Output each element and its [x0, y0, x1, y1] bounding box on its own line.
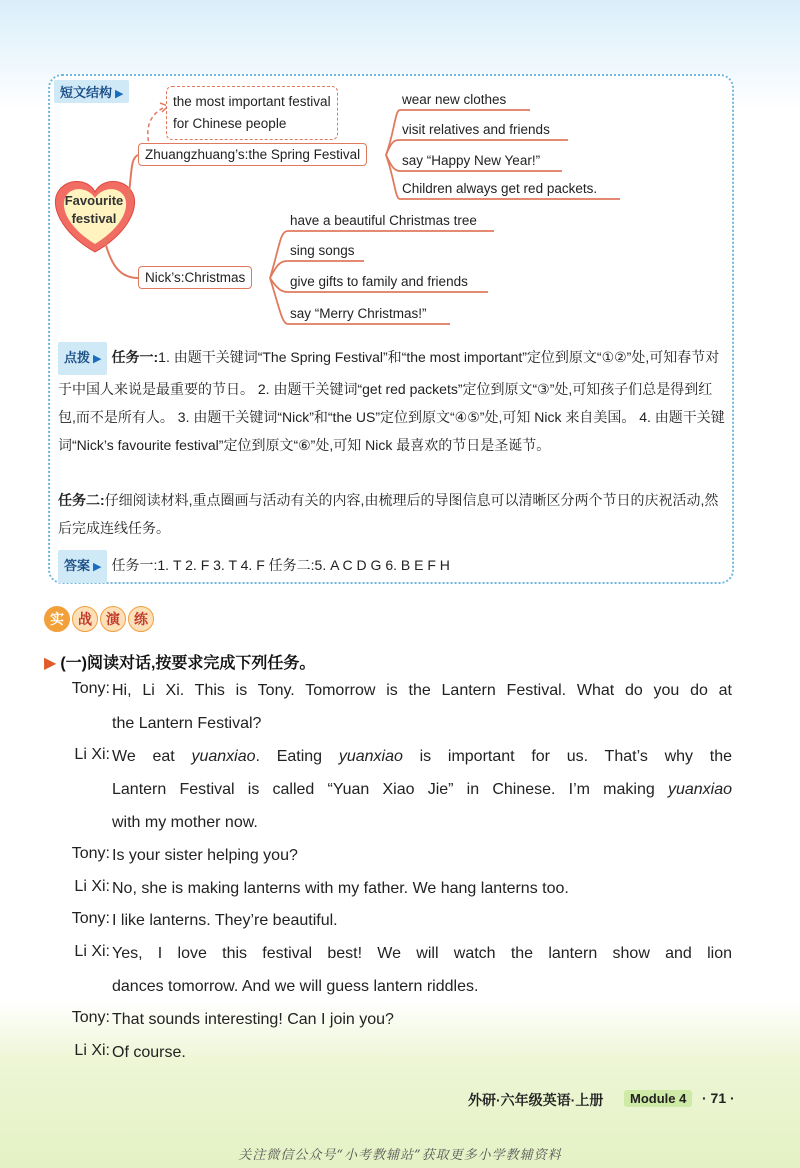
- task2-text: 仔细阅读材料,重点圈画与活动有关的内容,由梳理后的导图信息可以清晰区分两个节日的庆祝活动,然后完成连线任务。: [58, 492, 719, 536]
- practice-heading: [44, 606, 154, 634]
- task2-title: 任务二:: [58, 492, 105, 508]
- branch2-item: have a beautiful Christmas tree: [290, 213, 477, 228]
- italic-term: yuanxiao: [191, 748, 256, 765]
- page-number: · 71 ·: [702, 1090, 735, 1106]
- practice-char: 演: [100, 606, 126, 632]
- speaker: Li Xi:: [74, 746, 110, 763]
- connector-branch2: [104, 238, 138, 278]
- branch2-node: Nick’s:Christmas: [138, 266, 252, 289]
- speaker: Li Xi:: [74, 1042, 110, 1059]
- center-node: Favourite festival: [64, 193, 124, 226]
- utterance: Hi, Li Xi. This is Tony. Tomorrow is the Lantern Festival. What do you do at the Lantern Festival?: [112, 682, 732, 732]
- utterance: No, she is making lanterns with my father. We hang lanterns too.: [112, 880, 569, 897]
- structure-label: 短文结构 ▶: [54, 80, 129, 103]
- branch1-item: Children always get red packets.: [402, 181, 598, 196]
- answer-paragraph: [58, 550, 730, 583]
- utterance: That sounds interesting! Can I join you?: [112, 1011, 394, 1028]
- branch1-item: say “Happy New Year!”: [402, 153, 541, 168]
- practice-char: 实: [44, 606, 70, 632]
- branch2-item: sing songs: [290, 243, 355, 258]
- branch1-item: visit relatives and friends: [402, 122, 550, 137]
- branch2-item: give gifts to family and friends: [290, 274, 468, 289]
- speaker: Tony:: [71, 845, 110, 862]
- module-badge: Module 4: [624, 1090, 692, 1107]
- task1-text: 1. 由题干关键词“The Spring Festival”和“the most important”定位到原文“①②”处,可知春节对于中国人来说是最重要的节日。 2. 由题干关键词“get red packets”定位到原文“③”处,可知孩子们总是得到红包,而不是所有人。 3. 由题干关键词“Nick”和“the US”定位到原文“④⑤”处,可知 Nick 来自美国。 4. 由题干关键词“Nick’s favourite festival”定位到原文“⑥”处,可知 Nick 最喜欢的节日是圣诞节。: [58, 349, 725, 453]
- practice-char: 战: [72, 606, 98, 632]
- section-title: ▶ (一)阅读对话,按要求完成下列任务。: [44, 655, 316, 672]
- task2-paragraph: [58, 486, 730, 542]
- answer-label: 答案 ▶: [58, 550, 107, 583]
- practice-char: 练: [128, 606, 154, 632]
- speaker: Li Xi:: [74, 943, 110, 960]
- branch1-node: Zhuangzhuang’s:the Spring Festival: [138, 143, 367, 166]
- italic-term: yuanxiao: [667, 781, 732, 798]
- connector-note: [148, 107, 165, 148]
- utterance: Is your sister helping you?: [112, 847, 298, 864]
- task1-title: 任务一:: [111, 349, 159, 365]
- italic-term: yuanxiao: [338, 748, 403, 765]
- note-node: the most important festival for Chinese people: [166, 86, 338, 140]
- branch1-item: wear new clothes: [402, 92, 507, 107]
- triangle-icon: ▶: [44, 655, 57, 672]
- speaker: Tony:: [71, 910, 110, 927]
- utterance: We eat yuanxiao. Eating yuanxiao is important for us. That’s why the Lantern Festival is called “Yuan Xiao Jie” in Chinese. I’m making yuanxiao with my mother now.: [112, 748, 733, 831]
- utterance: Of course.: [112, 1044, 186, 1061]
- speaker: Li Xi:: [74, 878, 110, 895]
- answer-text: 任务一:1. T 2. F 3. T 4. F 任务二:5. A C D G 6. B E F H: [111, 557, 450, 573]
- speaker: Tony:: [71, 1009, 110, 1026]
- utterance: I like lanterns. They’re beautiful.: [112, 912, 338, 929]
- tip-paragraph: [58, 342, 730, 459]
- tip-label: 点拨 ▶: [58, 342, 107, 375]
- watermark: 关注微信公众号“小考教辅站”获取更多小学教辅资料: [238, 1148, 562, 1163]
- book-title: 外研·六年级英语·上册: [468, 1092, 604, 1108]
- speaker: Tony:: [71, 680, 110, 697]
- utterance: Yes, I love this festival best! We will watch the lantern show and lion dances tomorrow. And we will guess lantern riddles.: [112, 945, 732, 995]
- branch2-item: say “Merry Christmas!”: [290, 306, 427, 321]
